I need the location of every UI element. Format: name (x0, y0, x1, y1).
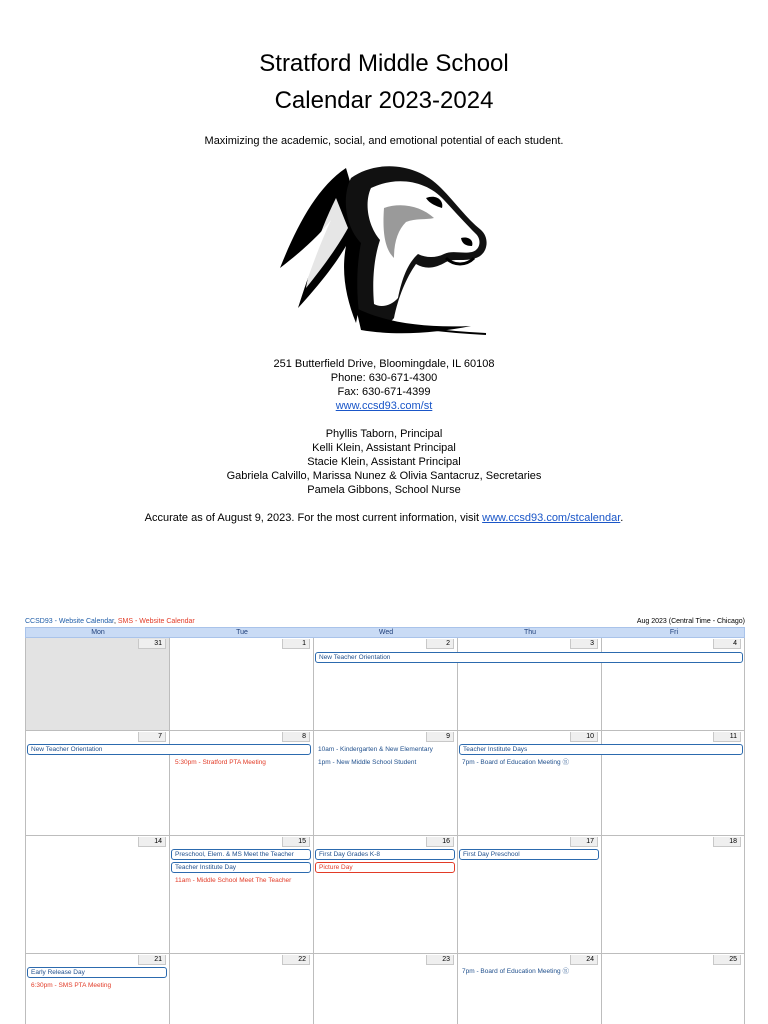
day-cell[interactable] (601, 954, 745, 1024)
calendar-period: Aug 2023 (Central Time - Chicago) (636, 618, 745, 625)
day-cell[interactable] (169, 638, 313, 731)
event-teacher-institute-day[interactable]: Teacher Institute Day (171, 862, 311, 873)
mustang-head-logo (276, 158, 492, 338)
date-number: 17 (570, 837, 598, 847)
date-number: 16 (426, 837, 454, 847)
date-number: 10 (570, 732, 598, 742)
day-cell[interactable] (25, 638, 169, 731)
date-number: 9 (426, 732, 454, 742)
event-sms-pta-meeting[interactable]: 6:30pm - SMS PTA Meeting (31, 982, 112, 989)
event-board-of-education-meeting[interactable]: 7pm - Board of Education Meeting Ⓡ (462, 968, 569, 975)
accuracy-note-suffix: . (620, 512, 624, 524)
weekday-mon: Mon (91, 629, 105, 636)
event-new-ms-student[interactable]: 1pm - New Middle School Student (318, 759, 417, 766)
calendar-grid (25, 638, 745, 1024)
date-number: 14 (138, 837, 166, 847)
event-first-day-preschool[interactable]: First Day Preschool (459, 849, 599, 860)
date-number: 31 (138, 639, 166, 649)
date-number: 2 (426, 639, 454, 649)
fax: Fax: 630-671-4399 (337, 386, 431, 398)
staff-secretaries: Gabriela Calvillo, Marissa Nunez & Olivia Santacruz, Secretaries (226, 470, 542, 482)
event-kindergarten-new-elementary[interactable]: 10am - Kindergarten & New Elementary (318, 746, 433, 753)
date-number: 7 (138, 732, 166, 742)
calendar-legend (25, 617, 745, 627)
day-cell[interactable] (169, 954, 313, 1024)
weekday-tue: Tue (236, 629, 248, 636)
calendar-link[interactable]: www.ccsd93.com/stcalendar (482, 512, 621, 524)
date-number: 21 (138, 955, 166, 965)
day-cell[interactable] (25, 836, 169, 954)
day-cell[interactable] (601, 836, 745, 954)
date-number: 3 (570, 639, 598, 649)
weekday-header (25, 627, 745, 638)
weekday-thu: Thu (523, 629, 537, 636)
day-cell[interactable] (313, 954, 457, 1024)
accuracy-note-text: Accurate as of August 9, 2023. For the most current information, visit (144, 512, 483, 524)
legend-separator: , (113, 618, 118, 625)
date-number: 23 (426, 955, 454, 965)
weekday-fri: Fri (669, 629, 679, 636)
legend-sms[interactable]: SMS - Website Calendar (117, 618, 195, 625)
phone: Phone: 630-671-4300 (330, 372, 438, 384)
date-number: 8 (282, 732, 310, 742)
event-meet-the-teacher[interactable]: Preschool, Elem. & MS Meet the Teacher (171, 849, 311, 860)
event-new-teacher-orientation[interactable]: New Teacher Orientation (315, 652, 743, 663)
event-picture-day[interactable]: Picture Day (315, 862, 455, 873)
event-teacher-institute-days[interactable]: Teacher Institute Days (459, 744, 743, 755)
event-board-of-education-meeting[interactable]: 7pm - Board of Education Meeting Ⓡ (462, 759, 569, 766)
staff-principal: Phyllis Taborn, Principal (325, 428, 443, 440)
date-number: 1 (282, 639, 310, 649)
calendar-title: Calendar 2023-2024 (274, 87, 494, 114)
date-number: 4 (713, 639, 741, 649)
event-early-release-day[interactable]: Early Release Day (27, 967, 167, 978)
date-number: 25 (713, 955, 741, 965)
day-cell[interactable] (457, 954, 601, 1024)
staff-assistant-principal-2: Stacie Klein, Assistant Principal (307, 456, 461, 468)
address: 251 Butterfield Drive, Bloomingdale, IL 60108 (273, 358, 495, 370)
date-number: 24 (570, 955, 598, 965)
staff-school-nurse: Pamela Gibbons, School Nurse (307, 484, 461, 496)
date-number: 18 (713, 837, 741, 847)
website-link[interactable]: www.ccsd93.com/st (335, 400, 433, 412)
school-motto: Maximizing the academic, social, and emotional potential of each student. (204, 135, 564, 147)
legend-ccsd93[interactable]: CCSD93 - Website Calendar (25, 618, 114, 625)
event-pta-meeting[interactable]: 5:30pm - Stratford PTA Meeting (175, 759, 266, 766)
staff-assistant-principal-1: Kelli Klein, Assistant Principal (312, 442, 456, 454)
event-ms-meet-the-teacher[interactable]: 11am - Middle School Meet The Teacher (175, 877, 292, 884)
date-number: 22 (282, 955, 310, 965)
date-number: 11 (713, 732, 741, 742)
weekday-wed: Wed (378, 629, 394, 636)
date-number: 15 (282, 837, 310, 847)
event-first-day-k8[interactable]: First Day Grades K-8 (315, 849, 455, 860)
school-name: Stratford Middle School (259, 50, 509, 77)
accuracy-note (0, 511, 768, 525)
event-new-teacher-orientation[interactable]: New Teacher Orientation (27, 744, 311, 755)
